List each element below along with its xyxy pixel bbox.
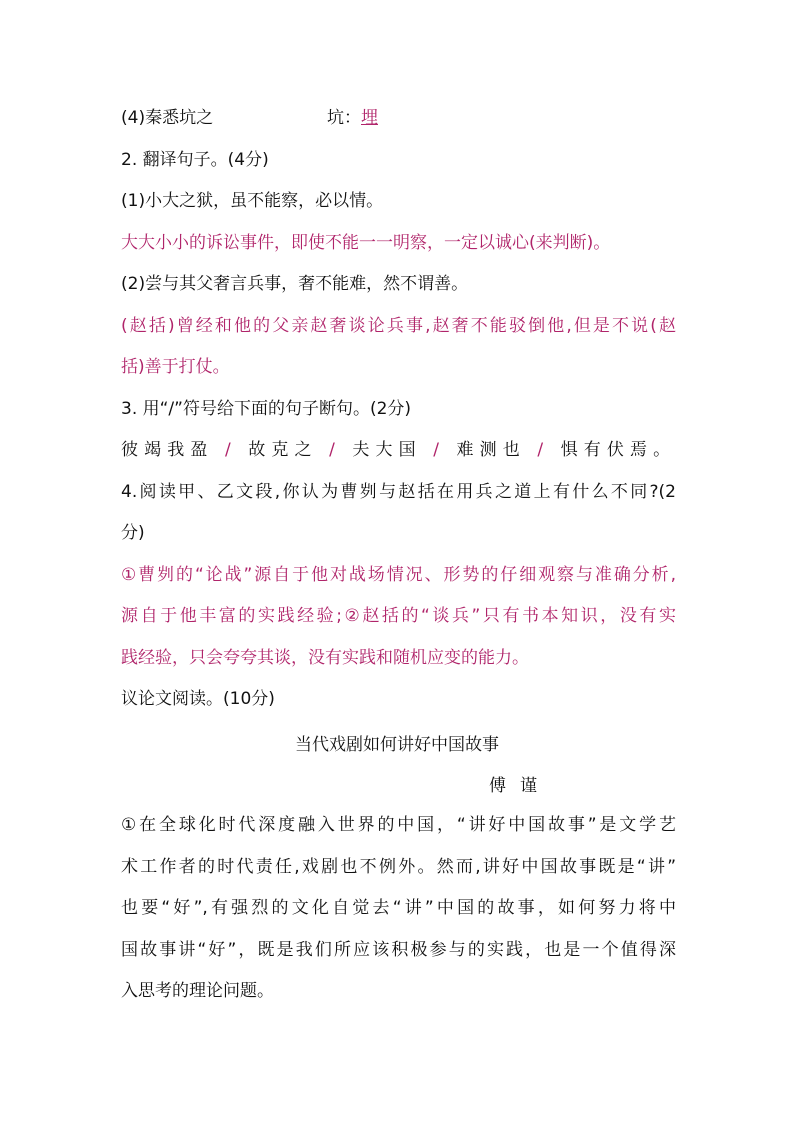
essay-paragraph-1-line-5: 入思考的理论问题。 bbox=[121, 981, 274, 1001]
q4-1-line bbox=[121, 106, 676, 130]
essay-paragraph-1-line-4: 国故事讲“好”，既是我们所应该积极参与的实践，也是一个值得深 bbox=[121, 940, 676, 960]
q3-separator: / bbox=[329, 440, 341, 460]
q3-sentence bbox=[121, 438, 676, 462]
essay-paragraph-1-line-1: ①在全球化时代深度融入世界的中国，“讲好中国故事”是文学艺 bbox=[121, 815, 676, 835]
essay-section-heading: 议论文阅读。(10分) bbox=[121, 689, 275, 709]
q4-answer-line-2: 源自于他丰富的实践经验;②赵括的“谈兵”只有书本知识，没有实 bbox=[121, 606, 676, 626]
q3-separator: / bbox=[224, 440, 237, 460]
essay-paragraph-1-line-2: 术工作者的时代责任,戏剧也不例外。然而,讲好中国故事既是“讲” bbox=[121, 857, 676, 877]
q2-answer-2-line-1: (赵括)曾经和他的父亲赵奢谈论兵事,赵奢不能驳倒他,但是不说(赵 bbox=[121, 316, 676, 336]
q3-part: 彼竭我盈 bbox=[121, 440, 214, 460]
essay-paragraph-1-line-3: 也要“好”,有强烈的文化自觉去“讲”中国的故事，如何努力将中 bbox=[121, 898, 676, 918]
q3-heading: 3. 用“/”符号给下面的句子断句。(2分) bbox=[121, 399, 412, 419]
q3-separator: / bbox=[433, 440, 445, 460]
q4-question-line-1: 4.阅读甲、乙文段,你认为曹刿与赵括在用兵之道上有什么不同?(2 bbox=[121, 482, 676, 502]
q3-part: 难测也 bbox=[456, 440, 526, 460]
q2-answer-2-line-2: 括)善于打仗。 bbox=[121, 357, 230, 377]
q4-answer-line-3: 践经验，只会夸夸其谈，没有实践和随机应变的能力。 bbox=[121, 648, 529, 668]
q2-sentence-2: (2)尝与其父奢言兵事，奢不能难，然不谓善。 bbox=[121, 274, 469, 294]
q4-1-gloss-label: 坑： bbox=[327, 108, 361, 128]
q3-part: 惧有伏焉。 bbox=[560, 440, 677, 460]
q4-1-text: (4)秦悉坑之 bbox=[121, 108, 214, 128]
essay-title: 当代戏剧如何讲好中国故事 bbox=[295, 735, 499, 755]
essay-author: 傅谨 bbox=[489, 776, 551, 796]
q2-sentence-1: (1)小大之狱，虽不能察，必以情。 bbox=[121, 191, 384, 211]
q2-heading: 2. 翻译句子。(4分) bbox=[121, 150, 269, 170]
q3-separator: / bbox=[537, 440, 550, 460]
q3-part: 故克之 bbox=[248, 440, 318, 460]
q4-1-gloss bbox=[327, 106, 378, 130]
q3-part: 夫大国 bbox=[352, 440, 422, 460]
q4-1-answer: 埋 bbox=[361, 108, 378, 128]
q4-answer-line-1: ①曹刿的“论战”源自于他对战场情况、形势的仔细观察与准确分析, bbox=[121, 565, 676, 585]
q4-question-line-2: 分) bbox=[121, 523, 145, 543]
q2-answer-1: 大大小小的诉讼事件，即使不能一一明察，一定以诚心(来判断)。 bbox=[121, 233, 611, 253]
